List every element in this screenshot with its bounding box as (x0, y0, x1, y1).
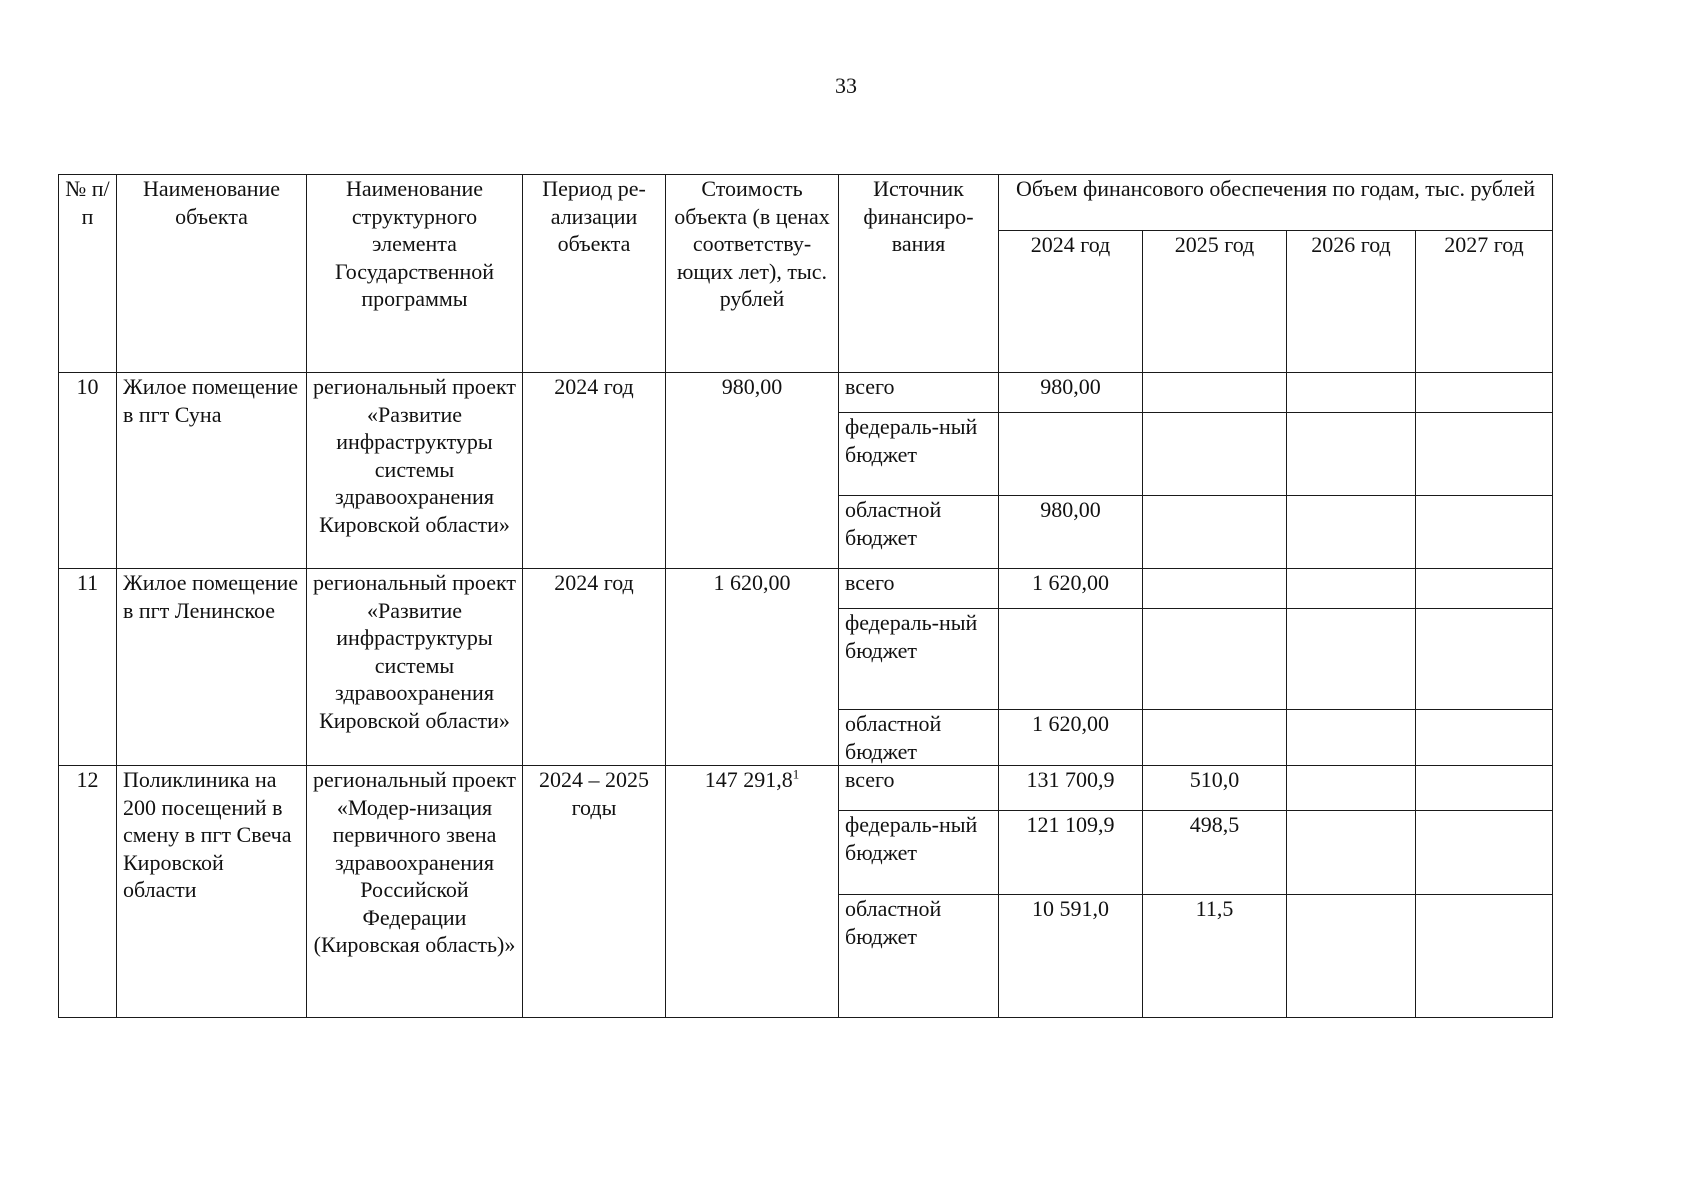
funding-table (58, 174, 1553, 1018)
header-num: № п/п (59, 175, 117, 373)
header-structural-element: Наименование структурного элемента Государственной программы (307, 175, 523, 373)
header-funding-volume: Объем финансового обеспечения по годам, тыс. рублей (999, 175, 1553, 231)
header-object-name: Наименование объекта (117, 175, 307, 373)
structural-element: региональный проект «Развитие инфраструктуры системы здравоохранения Кировской области» (307, 569, 523, 766)
value-cell: 980,00 (999, 496, 1143, 569)
value-cell (1143, 413, 1287, 496)
value-cell (1416, 373, 1553, 413)
row-num: 11 (59, 569, 117, 766)
value-cell (1416, 496, 1553, 569)
value-cell (1287, 609, 1416, 710)
source-label: областной бюджет (839, 496, 999, 569)
source-label: федераль-ный бюджет (839, 413, 999, 496)
value-cell: 11,5 (1143, 895, 1287, 1018)
header-year: 2027 год (1416, 231, 1553, 373)
footnote-mark: 1 (792, 766, 800, 782)
row-num: 12 (59, 766, 117, 1018)
period: 2024 год (523, 569, 666, 766)
page-number: 33 (835, 73, 857, 98)
header-row (59, 175, 1553, 231)
value-cell (1287, 496, 1416, 569)
value-cell: 1 620,00 (999, 569, 1143, 609)
object-name: Жилое помещение в пгт Ленинское (117, 569, 307, 766)
period: 2024 год (523, 373, 666, 569)
value-cell (1416, 895, 1553, 1018)
cost: 1 620,00 (666, 569, 839, 766)
value-cell (1287, 710, 1416, 766)
value-cell (1143, 710, 1287, 766)
value-cell (1416, 609, 1553, 710)
value-cell (999, 609, 1143, 710)
structural-element: региональный проект «Развитие инфраструктуры системы здравоохранения Кировской области» (307, 373, 523, 569)
cost: 980,00 (666, 373, 839, 569)
source-label: всего (839, 373, 999, 413)
value-cell: 510,0 (1143, 766, 1287, 811)
value-cell: 131 700,9 (999, 766, 1143, 811)
table-row (59, 569, 1553, 609)
header-year: 2025 год (1143, 231, 1287, 373)
source-label: всего (839, 569, 999, 609)
header-source: Источник финансиро-вания (839, 175, 999, 373)
value-cell (1416, 413, 1553, 496)
value-cell (1287, 569, 1416, 609)
value-cell (1287, 811, 1416, 895)
source-label: всего (839, 766, 999, 811)
row-num: 10 (59, 373, 117, 569)
value-cell (1287, 373, 1416, 413)
value-cell: 980,00 (999, 373, 1143, 413)
source-label: областной бюджет (839, 710, 999, 766)
value-cell: 1 620,00 (999, 710, 1143, 766)
source-label: федераль-ный бюджет (839, 609, 999, 710)
value-cell: 498,5 (1143, 811, 1287, 895)
object-name: Жилое помещение в пгт Суна (117, 373, 307, 569)
header-cost: Стоимость объекта (в ценах соответству-ющих лет), тыс. рублей (666, 175, 839, 373)
header-year: 2026 год (1287, 231, 1416, 373)
cost-value: 147 291,8 (704, 767, 793, 792)
value-cell (1287, 413, 1416, 496)
source-label: областной бюджет (839, 895, 999, 1018)
source-label: федераль-ный бюджет (839, 811, 999, 895)
header-year: 2024 год (999, 231, 1143, 373)
structural-element: региональный проект «Модер-низация первичного звена здравоохранения Российской Федерации (Кировская область)» (307, 766, 523, 1018)
table-row (59, 373, 1553, 413)
value-cell (1143, 373, 1287, 413)
value-cell (1143, 496, 1287, 569)
value-cell: 121 109,9 (999, 811, 1143, 895)
value-cell (1416, 710, 1553, 766)
value-cell (1287, 766, 1416, 811)
object-name: Поликлиника на 200 посещений в смену в пгт Свеча Кировской области (117, 766, 307, 1018)
value-cell: 10 591,0 (999, 895, 1143, 1018)
value-cell (1416, 569, 1553, 609)
header-period: Период ре-ализации объекта (523, 175, 666, 373)
value-cell (1416, 766, 1553, 811)
value-cell (1287, 895, 1416, 1018)
cost (666, 766, 839, 1018)
period: 2024 – 2025 годы (523, 766, 666, 1018)
table-row (59, 766, 1553, 811)
value-cell (1143, 609, 1287, 710)
value-cell (1416, 811, 1553, 895)
value-cell (1143, 569, 1287, 609)
value-cell (999, 413, 1143, 496)
